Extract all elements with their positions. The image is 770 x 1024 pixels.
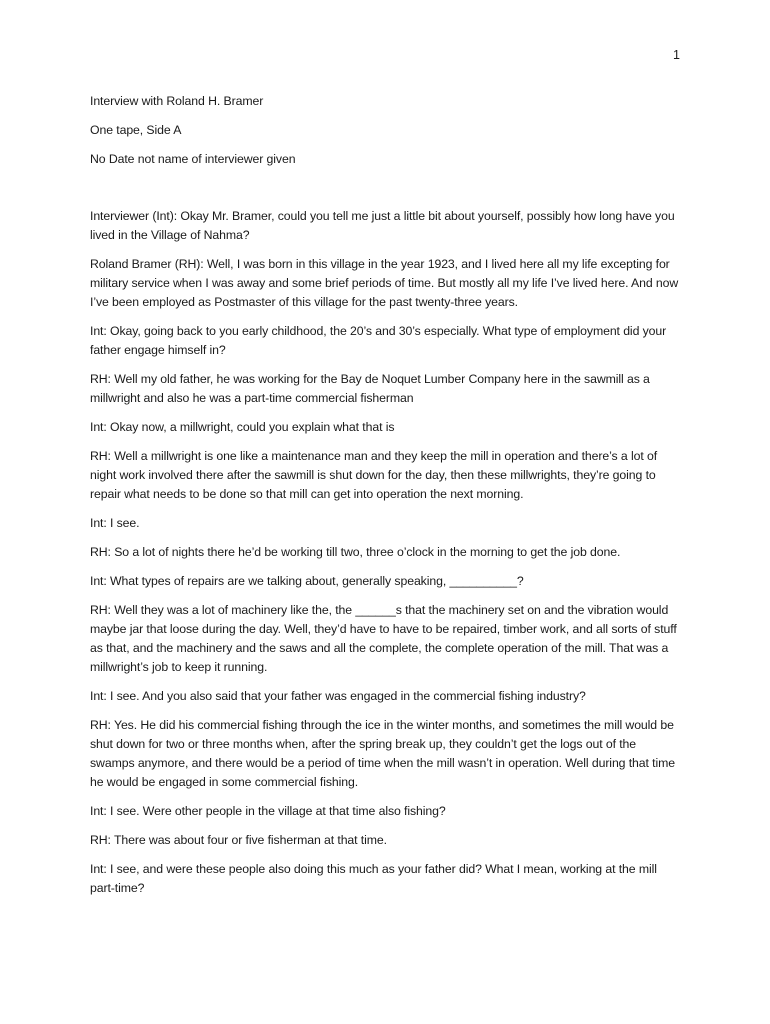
transcript-paragraph: Roland Bramer (RH): Well, I was born in this village in the year 1923, and I lived here all my life excepting for military service when I was away and some brief periods of time. But mostly all my life I’ve lived here. And now I’ve been employed as Postmaster of this village for the past twenty-three years. bbox=[90, 257, 679, 309]
transcript-paragraph: Int: Okay, going back to you early childhood, the 20’s and 30’s especially. What type of employment did your father engage himself in? bbox=[90, 324, 667, 357]
transcript-paragraph: RH: So a lot of nights there he’d be working till two, three o’clock in the morning to get the job done. bbox=[90, 545, 621, 559]
document-body bbox=[90, 92, 682, 908]
transcript-paragraph: Int: I see. bbox=[90, 516, 140, 530]
transcript-paragraph: RH: There was about four or five fisherman at that time. bbox=[90, 833, 387, 847]
transcript-paragraph: RH: Well my old father, he was working for the Bay de Noquet Lumber Company here in the sawmill as a millwright and also he was a part-time commercial fisherman bbox=[90, 372, 650, 405]
interview-title: Interview with Roland H. Bramer bbox=[90, 94, 264, 108]
spacer bbox=[90, 179, 682, 207]
transcript-paragraph: RH: Yes. He did his commercial fishing through the ice in the winter months, and sometimes the mill would be shut down for two or three months when, after the spring break up, they couldn’t get the logs out of the swamps anymore, and there would be a period of time when the mill wasn’t in operation. Well during that time he would be engaged in some commercial fishing. bbox=[90, 718, 675, 789]
tape-info: One tape, Side A bbox=[90, 123, 182, 137]
transcript-paragraph: Int: I see. And you also said that your father was engaged in the commercial fishing industry? bbox=[90, 689, 586, 703]
transcript-paragraph: Int: I see, and were these people also doing this much as your father did? What I mean, working at the mill part-time? bbox=[90, 862, 657, 895]
transcript-paragraph: Int: Okay now, a millwright, could you explain what that is bbox=[90, 420, 395, 434]
transcript-paragraph: RH: Well a millwright is one like a maintenance man and they keep the mill in operation and there’s a lot of night work involved there after the sawmill is shut down for the day, then these millwrights, they’re going to repair what needs to be done so that mill can get into operation the next morning. bbox=[90, 449, 658, 501]
transcript-paragraph: Int: What types of repairs are we talking about, generally speaking, __________? bbox=[90, 574, 524, 588]
transcript-paragraph: Int: I see. Were other people in the village at that time also fishing? bbox=[90, 804, 446, 818]
page-number: 1 bbox=[673, 48, 680, 62]
transcript-paragraph: Interviewer (Int): Okay Mr. Bramer, could you tell me just a little bit about yourself, possibly how long have you lived in the Village of Nahma? bbox=[90, 209, 675, 242]
date-note: No Date not name of interviewer given bbox=[90, 152, 296, 166]
transcript-paragraph: RH: Well they was a lot of machinery like the, the ______s that the machinery set on and the vibration would maybe jar that loose during the day. Well, they’d have to have to be repaired, timber work, and all sorts of stuff as that, and the machinery and the saws and all the complete, the complete operation of the mill. That was a millwright’s job to keep it running. bbox=[90, 603, 677, 674]
